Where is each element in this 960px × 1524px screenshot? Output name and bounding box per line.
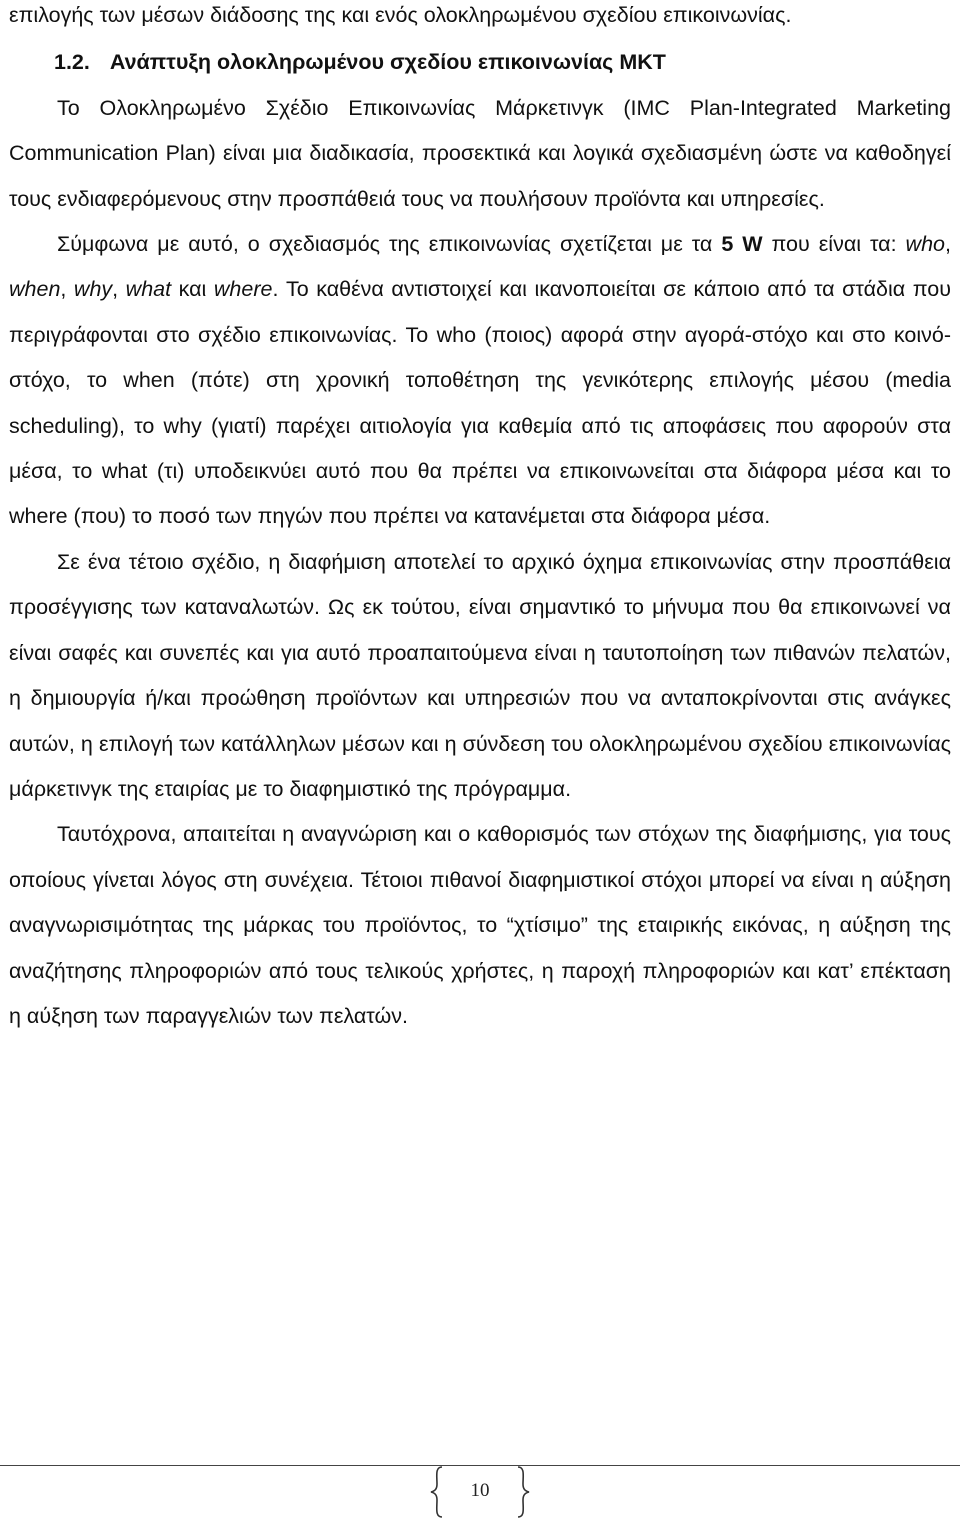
paragraph-objectives: Ταυτόχρονα, απαιτείται η αναγνώριση και ο καθορισμός των στόχων της διαφήμισης, για τους οποίους γίνεται λόγος στη συνέχεια. Τέτοιοι πιθανοί διαφημιστικοί στόχοι μπορεί να είναι η αύξηση αναγνωρισιμότητας της μάρκας του προϊόντος, το “χτίσιμο” της εταιρικής εικόνας, η αύξηση της αναζήτησης πληροφοριών από τους τελικούς χρήστες, η παροχή πληροφοριών και κατ’ επέκταση η αύξηση των παραγγελιών των πελατών. bbox=[9, 822, 951, 1028]
section-heading bbox=[9, 40, 951, 85]
page-number: 10 bbox=[470, 1480, 490, 1501]
section-title: Ανάπτυξη ολοκληρωμένου σχεδίου επικοινωνίας MKT bbox=[109, 50, 666, 75]
paragraph-advertising: Σε ένα τέτοιο σχέδιο, η διαφήμιση αποτελεί το αρχικό όχημα επικοινωνίας στην προσπάθεια προσέγγισης των καταναλωτών. Ως εκ τούτου, είναι σημαντικό το μήνυμα που θα επικοινωνεί να είναι σαφές και συνεπές και για αυτό προαπαιτούμενα είναι η ταυτοποίηση των πιθανών πελατών, η δημιουργία ή/και προώθηση προϊόντων και υπηρεσιών που να ανταποκρίνονται στις ανάγκες αυτών, η επιλογή των κατάλληλων μέσων και η σύνδεση του ολοκληρωμένου σχεδίου επικοινωνίας μάρκετινγκ της εταιρίας με το διαφημιστικό της πρόγραμμα. bbox=[9, 549, 951, 801]
text-run: . Το καθένα αντιστοιχεί και ικανοποιείται σε κάποιο από τα στάδια που περιγράφονται στο σχέδιο επικοινωνίας. Το who (ποιος) αφορά στην αγορά-στόχο και στο κοινό-στόχο, το when (πότε) στη χρονική τοποθέτηση της γενικότερης επιλογής μέσου (media scheduling), το why (γιατί) παρέχει αιτιολογία για καθεμία από τις αποφάσεις που αφορούν στα μέσα, το what (τι) υποδεικνύει αυτό που θα πρέπει να επικοινωνείται στα διάφορα μέσα και το where (που) το ποσό των πηγών που πρέπει να κατανέμεται στα διάφορα μέσα. bbox=[9, 277, 951, 529]
term-when: when bbox=[9, 277, 61, 302]
paragraph-5w bbox=[9, 222, 951, 540]
term-where: where bbox=[213, 277, 273, 302]
section-number: 1.2. bbox=[54, 50, 90, 75]
text-run: , bbox=[945, 232, 951, 257]
term-what: what bbox=[125, 277, 172, 302]
term-who: who bbox=[905, 232, 945, 257]
paragraph-imc-definition: Το Ολοκληρωμένο Σχέδιο Επικοινωνίας Μάρκετινγκ (IMC Plan-Integrated Marketing Communication Plan) είναι μια διαδικασία, προσεκτικά και λογικά σχεδιασμένη ώστε να καθοδηγεί τους ενδιαφερόμενους στην προσπάθειά τους να πουλήσουν προϊόντα και υπηρεσίες. bbox=[9, 95, 951, 211]
text-run: και bbox=[171, 277, 214, 302]
text-run: Σύμφωνα με αυτό, ο σχεδιασμός της επικοινωνίας σχετίζεται με τα bbox=[57, 232, 722, 257]
page-footer bbox=[430, 1466, 530, 1520]
text-run: που είναι τα: bbox=[762, 232, 906, 257]
term-why: why bbox=[73, 277, 113, 302]
text-run: , bbox=[60, 277, 74, 302]
paragraph-continuation: επιλογής των μέσων διάδοσης της και ενός ολοκληρωμένου σχεδίου επικοινωνίας. bbox=[9, 3, 792, 27]
right-brace-icon bbox=[516, 1466, 530, 1518]
bold-term-5w: 5 W bbox=[721, 232, 763, 257]
text-run: , bbox=[112, 277, 126, 302]
document-page bbox=[9, 0, 951, 1039]
